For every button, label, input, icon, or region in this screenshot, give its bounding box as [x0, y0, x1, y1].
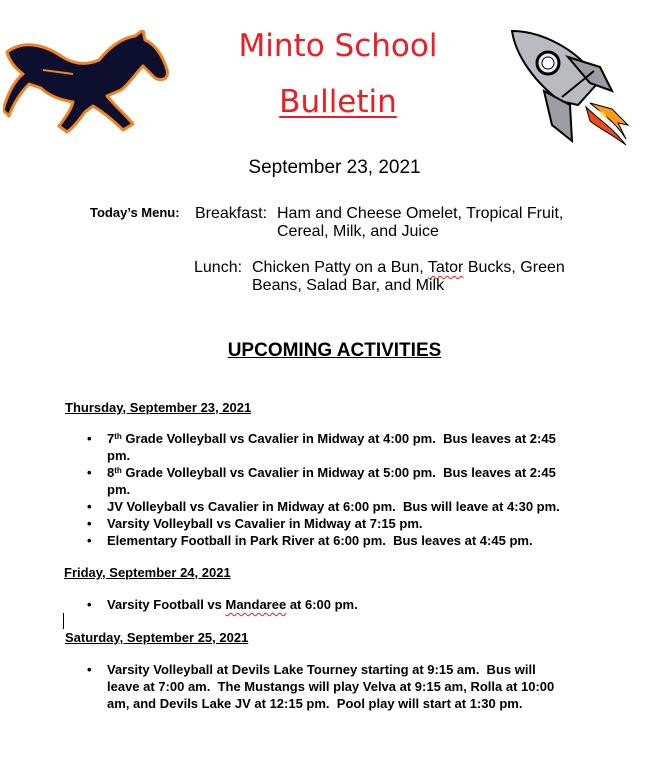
mustang-logo-icon: [3, 30, 171, 134]
list-item: • Varsity Volleyball at Devils Lake Tourney starting at 9:15 am. Bus will leave at 7:00 am. The Mustangs will play Velva at 9:15 am, Rolla at 10:00 am, and Devils Lake JV at 12:15 pm. Pool play will start at 1:30 pm.: [107, 661, 627, 712]
breakfast-label: Breakfast:: [195, 205, 268, 222]
list-item: • 8th Grade Volleyball vs Cavalier in Midway at 5:00 pm. Bus leaves at 2:45 pm.: [107, 464, 627, 498]
bulletin-title: Bulletin: [279, 84, 397, 120]
misspelled-word: Mandaree: [225, 597, 287, 612]
lunch-text-post: Bucks, Green: [463, 259, 565, 276]
rocket-icon: [508, 27, 630, 149]
list-item: • Elementary Football in Park River at 6:00 pm. Bus leaves at 4:45 pm.: [107, 532, 627, 549]
text-cursor: [63, 613, 64, 629]
school-title: Minto School: [238, 28, 438, 64]
day-heading-friday: Friday, September 24, 2021: [64, 565, 231, 580]
lunch-text-pre: Chicken Patty on a Bun,: [252, 259, 428, 276]
list-item: • Varsity Football vs Mandaree at 6:00 pm.: [107, 596, 627, 613]
list-item: • 7th Grade Volleyball vs Cavalier in Midway at 4:00 pm. Bus leaves at 2:45 pm.: [107, 430, 627, 464]
list-item: • JV Volleyball vs Cavalier in Midway at 6:00 pm. Bus will leave at 4:30 pm.: [107, 498, 627, 515]
friday-activities: [107, 596, 627, 613]
breakfast-line-2: Cereal, Milk, and Juice: [277, 223, 439, 240]
day-heading-thursday: Thursday, September 23, 2021: [65, 400, 252, 415]
saturday-activities: [107, 661, 627, 712]
thursday-activities: [107, 430, 627, 549]
lunch-label: Lunch:: [194, 259, 243, 276]
misspelled-word: Tator: [427, 259, 464, 276]
breakfast-line-1: Ham and Cheese Omelet, Tropical Fruit,: [277, 205, 564, 222]
bulletin-date: September 23, 2021: [248, 157, 421, 178]
menu-heading-row: [90, 204, 180, 222]
day-heading-saturday: Saturday, September 25, 2021: [65, 630, 249, 645]
upcoming-activities-heading: UPCOMING ACTIVITIES: [227, 340, 442, 361]
lunch-line-1: [252, 259, 565, 277]
lunch-line-2: Beans, Salad Bar, and Milk: [252, 277, 445, 294]
list-item: • Varsity Volleyball vs Cavalier in Midway at 7:15 pm.: [107, 515, 627, 532]
menu-heading: Today’s Menu:: [90, 205, 180, 220]
